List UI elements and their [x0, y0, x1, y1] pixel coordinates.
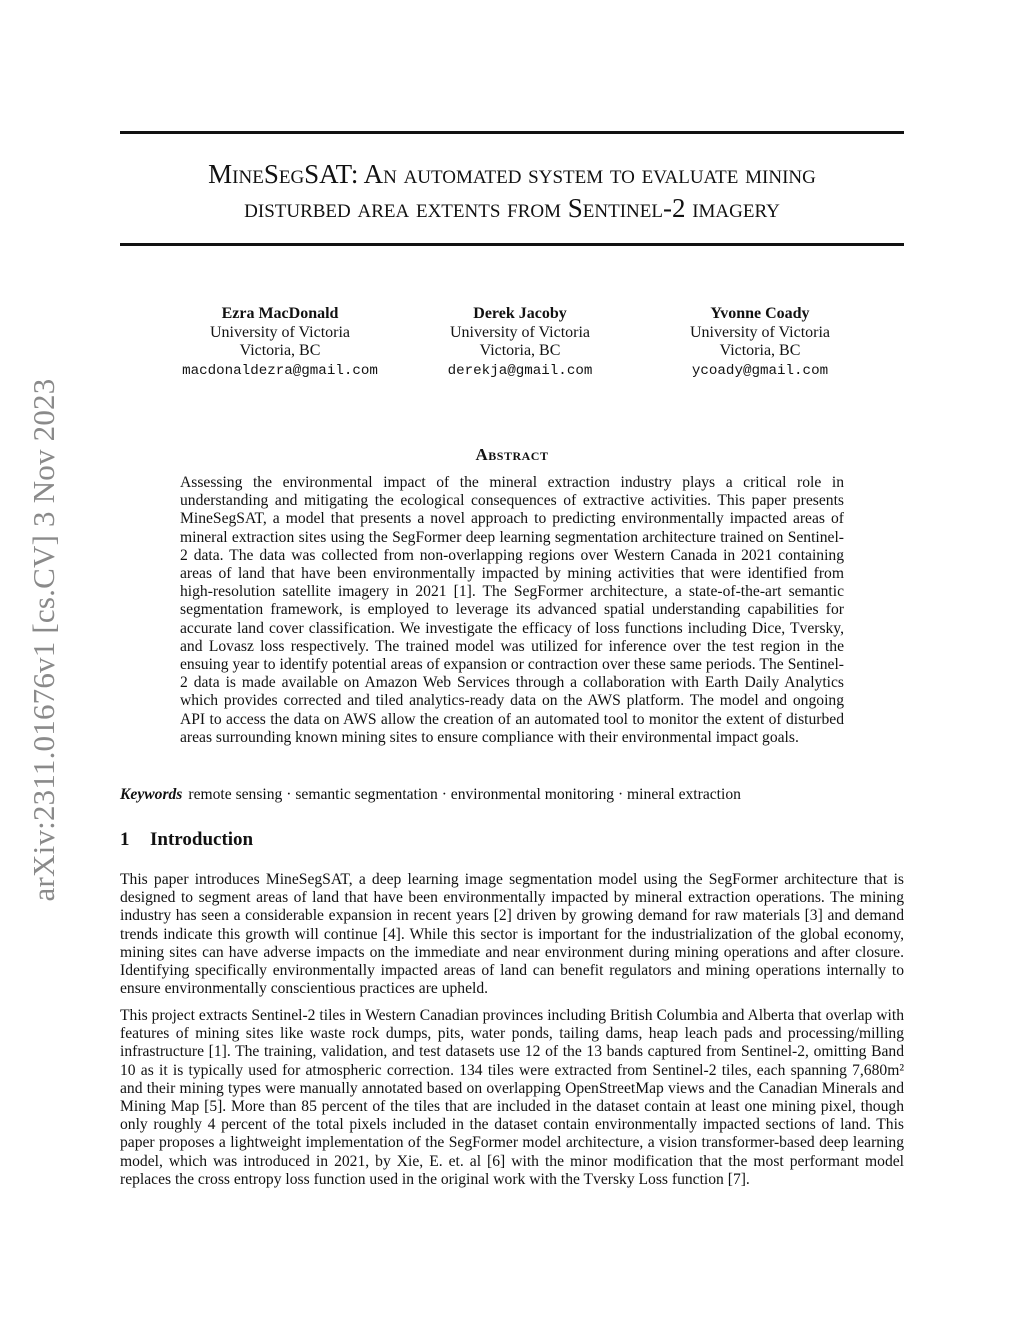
- intro-paragraph-2: This project extracts Sentinel-2 tiles in Western Canadian provinces including British Columbia and Alberta that overlap with features of mining sites like waste rock dumps, pits, water ponds, tailing dams, heap leach pads and processing/milling infrastructure [1]. The training, validation, and test datasets use 12 of the 13 bands captured from Sentinel-2, omitting Band 10 as it is typically used for atmospheric correction. 134 tiles were extracted from Sentinel-2 tiles, each spanning 7,680m² and their mining types were manually annotated based on overlapping OpenStreetMap views and the Canadian Minerals and Mining Map [5]. More than 85 percent of the tiles that are included in the dataset contain at least one mining pixel, though only roughly 4 percent of the total pixels included in the dataset contain environmentally impacted sections of land. This paper proposes a lightweight implementation of the SegFormer model architecture, a vision transformer-based deep learning model, which was introduced in 2021, by Xie, E. et. al [6] with the minor modification that the most performant model replaces the cross entropy loss function used in the original work with the Tversky Loss function [7].: [120, 1007, 904, 1188]
- author-ezra-macdonald: [160, 305, 400, 380]
- title-bottom-rule: [120, 243, 904, 246]
- title-top-rule: [120, 131, 904, 134]
- section-heading-introduction: [120, 829, 904, 851]
- abstract-heading: Abstract: [475, 445, 549, 464]
- keywords-text: remote sensing · semantic segmentation · environmental monitoring · mineral extraction: [188, 786, 741, 803]
- intro-paragraph-1: This paper introduces MineSegSAT, a deep learning image segmentation model using the SegFormer architecture that is designed to segment areas of land that have been environmentally impacted by mineral extraction operations. The mining industry has seen a considerable expansion in recent years [2] driven by growing demand for raw materials [3] and demand trends indicate this growth will continue [4]. While this sector is important for the industrialization of the global economy, mining sites can have adverse impacts on the immediate and near environment during mining operations and after closure. Identifying specifically environmentally impacted areas of land can benefit regulators and mining operations internally to ensure environmentally conscientious practices are upheld.: [120, 871, 904, 998]
- author-email[interactable]: macdonaldezra@gmail.com: [182, 362, 378, 379]
- author-yvonne-coady: [640, 305, 880, 380]
- author-name: Yvonne Coady: [710, 305, 810, 322]
- paper-title: [120, 157, 904, 225]
- author-location: Victoria, BC: [479, 342, 561, 359]
- author-affiliation: University of Victoria: [689, 323, 831, 341]
- author-affiliation: University of Victoria: [449, 323, 591, 341]
- abstract-text: Assessing the environmental impact of the mineral extraction industry plays a critical role in understanding and mitigating the ecological consequences of extractive activities. This paper presents MineSegSAT, a model that presents a novel approach to predicting environmentally impacted areas of mineral extraction sites using the SegFormer deep learning segmentation architecture trained on Sentinel-2 data. The data was collected from non-overlapping regions over Western Canada in 2021 containing areas of land that have been environmentally impacted by mining activities that were identified from high-resolution satellite imagery in 2021 [1]. The SegFormer architecture, a state-of-the-art semantic segmentation framework, is employed to leverage its advanced spatial understanding capabilities for accurate land cover classification. We investigate the efficacy of loss functions including Dice, Tversky, and Lovasz loss respectively. The trained model was utilized for inference over the test region in the ensuing year to identify potential areas of expansion or contraction over these same periods. The Sentinel-2 data is made available on Amazon Web Services through a collaboration with Earth Daily Analytics which provides corrected and tiled analytics-ready data on the AWS platform. The model and ongoing API to access the data on AWS allow the creation of an automated tool to monitor the extent of disturbed areas surrounding known mining sites to ensure compliance with their environmental impact goals.: [180, 474, 844, 746]
- author-name: Ezra MacDonald: [221, 305, 339, 322]
- author-email[interactable]: derekja@gmail.com: [447, 362, 593, 379]
- keywords-label: Keywords: [120, 786, 183, 803]
- section-number: 1: [120, 829, 130, 850]
- author-location: Victoria, BC: [719, 342, 801, 359]
- paper-title-line-2: disturbed area extents from Sentinel-2 imagery: [244, 193, 780, 223]
- arxiv-identifier-stamp: arXiv:2311.01676v1 [cs.CV] 3 Nov 2023: [26, 378, 61, 902]
- author-name: Derek Jacoby: [473, 305, 567, 322]
- author-email[interactable]: ycoady@gmail.com: [691, 362, 829, 379]
- author-affiliation: University of Victoria: [209, 323, 351, 341]
- section-title: Introduction: [150, 829, 254, 850]
- author-block: [160, 305, 880, 380]
- author-location: Victoria, BC: [239, 342, 321, 359]
- keywords-line: [120, 786, 904, 804]
- paper-title-line-1: MineSegSAT: An automated system to evaluate mining: [208, 159, 816, 189]
- author-derek-jacoby: [400, 305, 640, 380]
